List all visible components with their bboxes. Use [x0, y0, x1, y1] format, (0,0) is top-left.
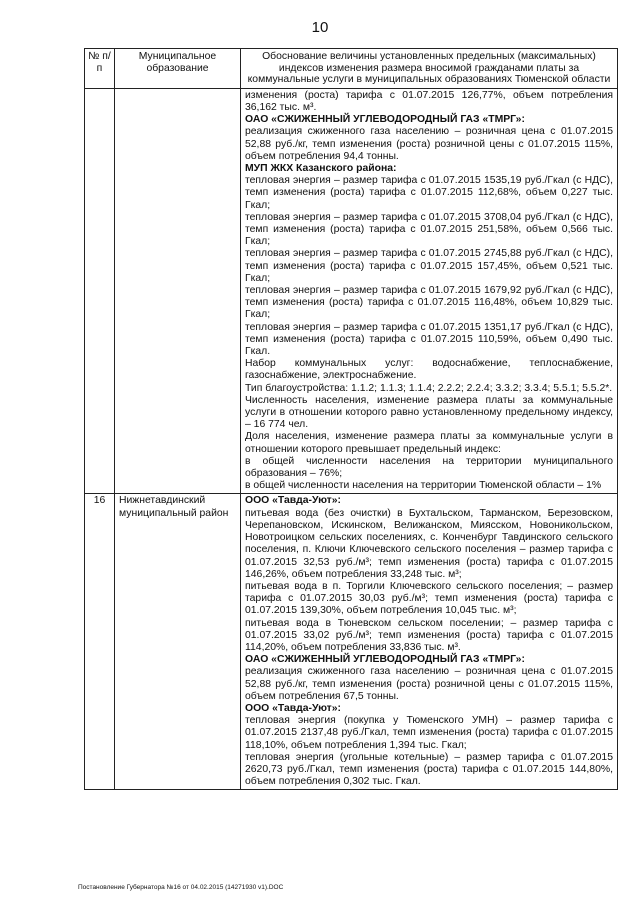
paragraph: Доля населения, изменение размера платы за коммунальные услуги в отношении которого превышает предельный индекс:	[245, 431, 613, 455]
paragraph: тепловая энергия (угольные котельные) – размер тарифа с 01.07.2015 2620,73 руб./Гкал, темп изменения (роста) тарифа с 01.07.2015 144,80%, объем потребления 0,302 тыс. Гкал.	[245, 751, 613, 788]
cell-municipality: Нижнетавдинский муниципальный район	[115, 494, 241, 790]
paragraph: изменения (роста) тарифа с 01.07.2015 126,77%, объем потребления 36,162 тыс. м³.	[245, 89, 613, 113]
cell-num-empty	[85, 88, 115, 494]
header-municipality: Муниципальное образование	[115, 49, 241, 89]
paragraph: реализация сжиженного газа населению – розничная цена с 01.07.2015 52,88 руб./кг, темп изменения (роста) розничной цены с 01.07.2015 115%, объем потребления 67,5 тонны.	[245, 666, 613, 702]
organization-heading: МУП ЖКХ Казанского района:	[245, 163, 397, 174]
paragraph: тепловая энергия – размер тарифа с 01.07.2015 3708,04 руб./Гкал (с НДС), темп изменения (роста) тарифа с 01.07.2015 251,58%, объем 0,566 тыс. Гкал;	[245, 211, 613, 248]
paragraph: питьевая вода в п. Торгили Ключевского сельского поселения; – размер тарифа с 01.07.2015 30,03 руб./м³; темп изменения (роста) тарифа с 01.07.2015 139,30%, объем потребления 10,045 тыс. м³;	[245, 580, 613, 617]
table-header-row	[85, 49, 618, 89]
paragraph: реализация сжиженного газа населению – розничная цена с 01.07.2015 52,88 руб./кг, темп изменения (роста) розничной цены с 01.07.2015 115%, объем потребления 94,4 тонны.	[245, 126, 613, 162]
paragraph: тепловая энергия – размер тарифа с 01.07.2015 1679,92 руб./Гкал (с НДС), темп изменения (роста) тарифа с 01.07.2015 116,48%, объем 10,829 тыс. Гкал;	[245, 285, 613, 321]
organization-heading: ООО «Тавда-Уют»:	[245, 702, 342, 714]
paragraph: Численность населения, изменение размера платы за коммунальные услуги в отношении которого равно установленному предельному индексу, – 16 774 чел.	[245, 394, 613, 431]
paragraph: тепловая энергия – размер тарифа с 01.07.2015 2745,88 руб./Гкал (с НДС), темп изменения (роста) тарифа с 01.07.2015 157,45%, объем 0,521 тыс. Гкал;	[245, 248, 613, 284]
paragraph: тепловая энергия – размер тарифа с 01.07.2015 1535,19 руб./Гкал (с НДС), темп изменения (роста) тарифа с 01.07.2015 112,68%, объем 0,227 тыс. Гкал;	[245, 175, 613, 211]
header-justification: Обоснование величины установленных предельных (максимальных) индексов изменения размера вносимой гражданами платы за коммунальные услуги в муниципальных образованиях Тюменской области	[241, 49, 618, 89]
cell-municipality-empty	[115, 88, 241, 494]
organization-heading: ОАО «СЖИЖЕННЫЙ УГЛЕВОДОРОДНЫЙ ГАЗ «ТМРГ»:	[245, 114, 525, 126]
organization-heading: ОАО «СЖИЖЕННЫЙ УГЛЕВОДОРОДНЫЙ ГАЗ «ТМРГ»:	[245, 654, 525, 666]
header-num: № п/п	[85, 49, 115, 89]
page-number: 10	[311, 19, 329, 36]
paragraph: питьевая вода (без очистки) в Бухтальском, Тарманском, Березовском, Черепановском, Искинском, Велижанском, Миясском, Новоникольском, Новотроицком сельских поселениях, с. Конченбург Тавдинского сельского поселения, п. Ключи Ключевского сельского поселения – размер тарифа с 01.07.2015 32,53 руб./м³; темп изменения (роста) тарифа с 01.07.2015 146,26%, объем потребления 33,248 тыс. м³;	[245, 507, 613, 580]
paragraph: в общей численности населения на территории Тюменской области – 1%	[245, 480, 602, 492]
cell-justification	[241, 494, 618, 790]
paragraph: тепловая энергия (покупка у Тюменского УМН) – размер тарифа с 01.07.2015 2137,48 руб./Гкал, темп изменения (роста) тарифа с 01.07.2015 118,10%, объем потребления 1,394 тыс. Гкал;	[245, 715, 613, 751]
paragraph: тепловая энергия – размер тарифа с 01.07.2015 1351,17 руб./Гкал (с НДС), темп изменения (роста) тарифа с 01.07.2015 110,59%, объем 0,490 тыс. Гкал.	[245, 321, 613, 358]
table-row-continuation	[85, 88, 618, 494]
paragraph: в общей численности населения на территории муниципального образования – 76%;	[245, 455, 613, 480]
tariff-table	[84, 48, 618, 790]
organization-heading: ООО «Тавда-Уют»:	[245, 495, 342, 507]
document-footer: Постановление Губернатора №16 от 04.02.2015 (14271930 v1).DOC	[78, 884, 284, 891]
paragraph: Тип благоустройства: 1.1.2; 1.1.3; 1.1.4; 2.2.2; 2.2.4; 3.3.2; 3.3.4; 5.5.1; 5.5.2*.	[245, 382, 613, 394]
paragraph: Набор коммунальных услуг: водоснабжение, теплоснабжение, газоснабжение, электроснабжение.	[245, 358, 613, 382]
table-row-16	[85, 494, 618, 790]
paragraph: питьевая вода в Тюневском сельском поселении; – размер тарифа с 01.07.2015 33,02 руб./м³; темп изменения (роста) тарифа с 01.07.2015 114,20%, объем потребления 33,836 тыс. м³.	[245, 617, 613, 653]
cell-num: 16	[85, 494, 115, 790]
cell-justification-continued	[241, 88, 618, 494]
